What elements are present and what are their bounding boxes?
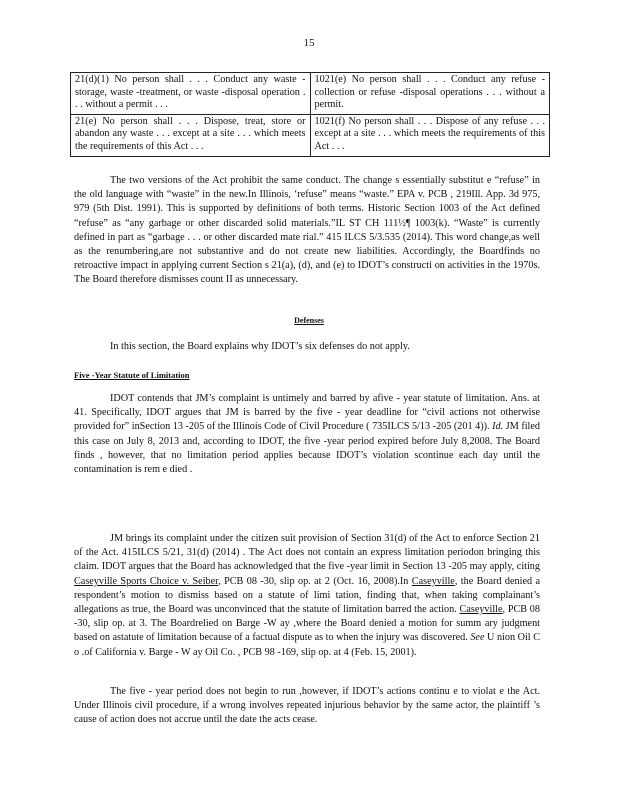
table-row	[71, 73, 550, 115]
table-row	[71, 114, 550, 156]
paragraph-text: , PCB 08 -30, slip op. at 3. The Boardrelied on Barge -W ay ,where the Board denied a motion for summ ary judgment based on astatute of limitation because of a factual dispute as to when the injury was discovered.	[74, 604, 540, 644]
section-heading-defenses: Defenses	[294, 316, 324, 325]
statute-comparison-table	[70, 72, 550, 157]
table-cell-new-act: 21(e) No person shall . . . Dispose, treat, store or abandon any waste . . . except at a site . . . which meets the requirements of this Act . . .	[71, 114, 311, 156]
page-number: 15	[303, 37, 315, 49]
subheading-five-year-limitation: Five -Year Statute of Limitation	[74, 370, 190, 380]
paragraph-text: IDOT contends that JM’s complaint is untimely and barred by afive - year statute of limitation. Ans. at 41. Specifically, IDOT argues that JM is barred by the five - year deadline for “civil actions not otherwise provided for” inSection 13 -205 of the Illinois Code of Civil Procedure ( 735ILCS 5/13 -205 (201 4)).	[74, 393, 540, 433]
paragraph-text: , the Board denied a respondent’s motion to dismiss based on a statute of limi tation, finding that, when taking complainant’s allegations as true, the Board was unconvinced that the statute of limitation barred the action.	[74, 575, 541, 616]
paragraph-continuing-violation	[74, 685, 540, 728]
paragraph-defenses-intro	[74, 340, 540, 354]
paragraph-text: JM brings its complaint under the citizen suit provision of Section 31(d) of the Act to enforce Section 21 of the Act. 415ILCS 5/21, 31(d) (2014) . The Act does not contain an express limitation periodon bringing this claim. IDOT argues that the Board has acknowledged that the five -year limit in Section 13 -205 may apply, citing	[74, 533, 540, 573]
paragraph-text: JM filed this case on July 8, 2013 and, according to IDOT, the five -year period expired before July 8,2008. The Board finds , however, that no limitation period applies because IDOT’s violation scontinue each day until the contamination is rem e died .	[74, 421, 541, 476]
paragraph-text: U nion Oil C o .of California v. Barge - W ay Oil Co. , PCB 98 -169, slip op. at 4 (Feb. 15, 2001).	[74, 632, 540, 658]
paragraph-text: The five - year period does not begin to run ,however, if IDOT’s actions continu e to violat e the Act. Under Illinois civil procedure, if a wrong involves repeated injurious behavior by the same actor, the plaintiff ’s cause of action does not accrue until the date the acts cease.	[74, 686, 540, 726]
case-name: Caseyville	[459, 604, 503, 616]
paragraph-citizen-suit	[74, 532, 540, 660]
paragraph-idot-contends	[74, 392, 540, 477]
paragraph-word-change	[74, 174, 540, 288]
paragraph-text: In this section, the Board explains why IDOT’s six defenses do not apply.	[110, 341, 410, 352]
citation-id: Id.	[492, 421, 504, 433]
case-name: Caseyville	[411, 575, 455, 587]
paragraph-text: , PCB 08 -30, slip op. at 2 (Oct. 16, 2008).In	[218, 575, 409, 587]
table-cell-old-act: 1021(f) No person shall . . . Dispose of any refuse . . . except at a site . . . which meets the requirements of this Act . . .	[310, 114, 550, 156]
case-name: Caseyville Sports Choice v. Seiber	[74, 575, 219, 587]
table-cell-new-act: 21(d)(1) No person shall . . . Conduct any waste -storage, waste -treatment, or waste -disposal operation . . . without a permit . . .	[71, 73, 311, 115]
citation-see: See	[470, 632, 485, 644]
table-cell-old-act: 1021(e) No person shall . . . Conduct any refuse -collection or refuse -disposal operations . . . without a permit.	[310, 73, 550, 115]
paragraph-text: The two versions of the Act prohibit the same conduct. The change s essentially substitut e “refuse” in the old language with “waste” in the new.In Illinois, ‘refuse” means “waste.” EPA v. PCB , 219Ill. App. 3d 975, 979 (5th Dist. 1991). This is supported by definitions of both terms. Historic Section 1003 of the Act defined “refuse” as “any garbage or other discarded solid materials.”IL ST CH 111½¶ 1003(k). “Waste” is currently defined in part as “garbage . . . or other discarded mate rial.” 415 ILCS 5/3.535 (2014). This word change,as well as the renumbering,are not substantive and do not create new liabilities. Accordingly, the Boardfinds no retroactive impact in applying current Section s 21(a), (d), and (e) to IDOT’s constructi on activities in the 1970s. The Board therefore dismisses count II as unnecessary.	[74, 175, 540, 286]
